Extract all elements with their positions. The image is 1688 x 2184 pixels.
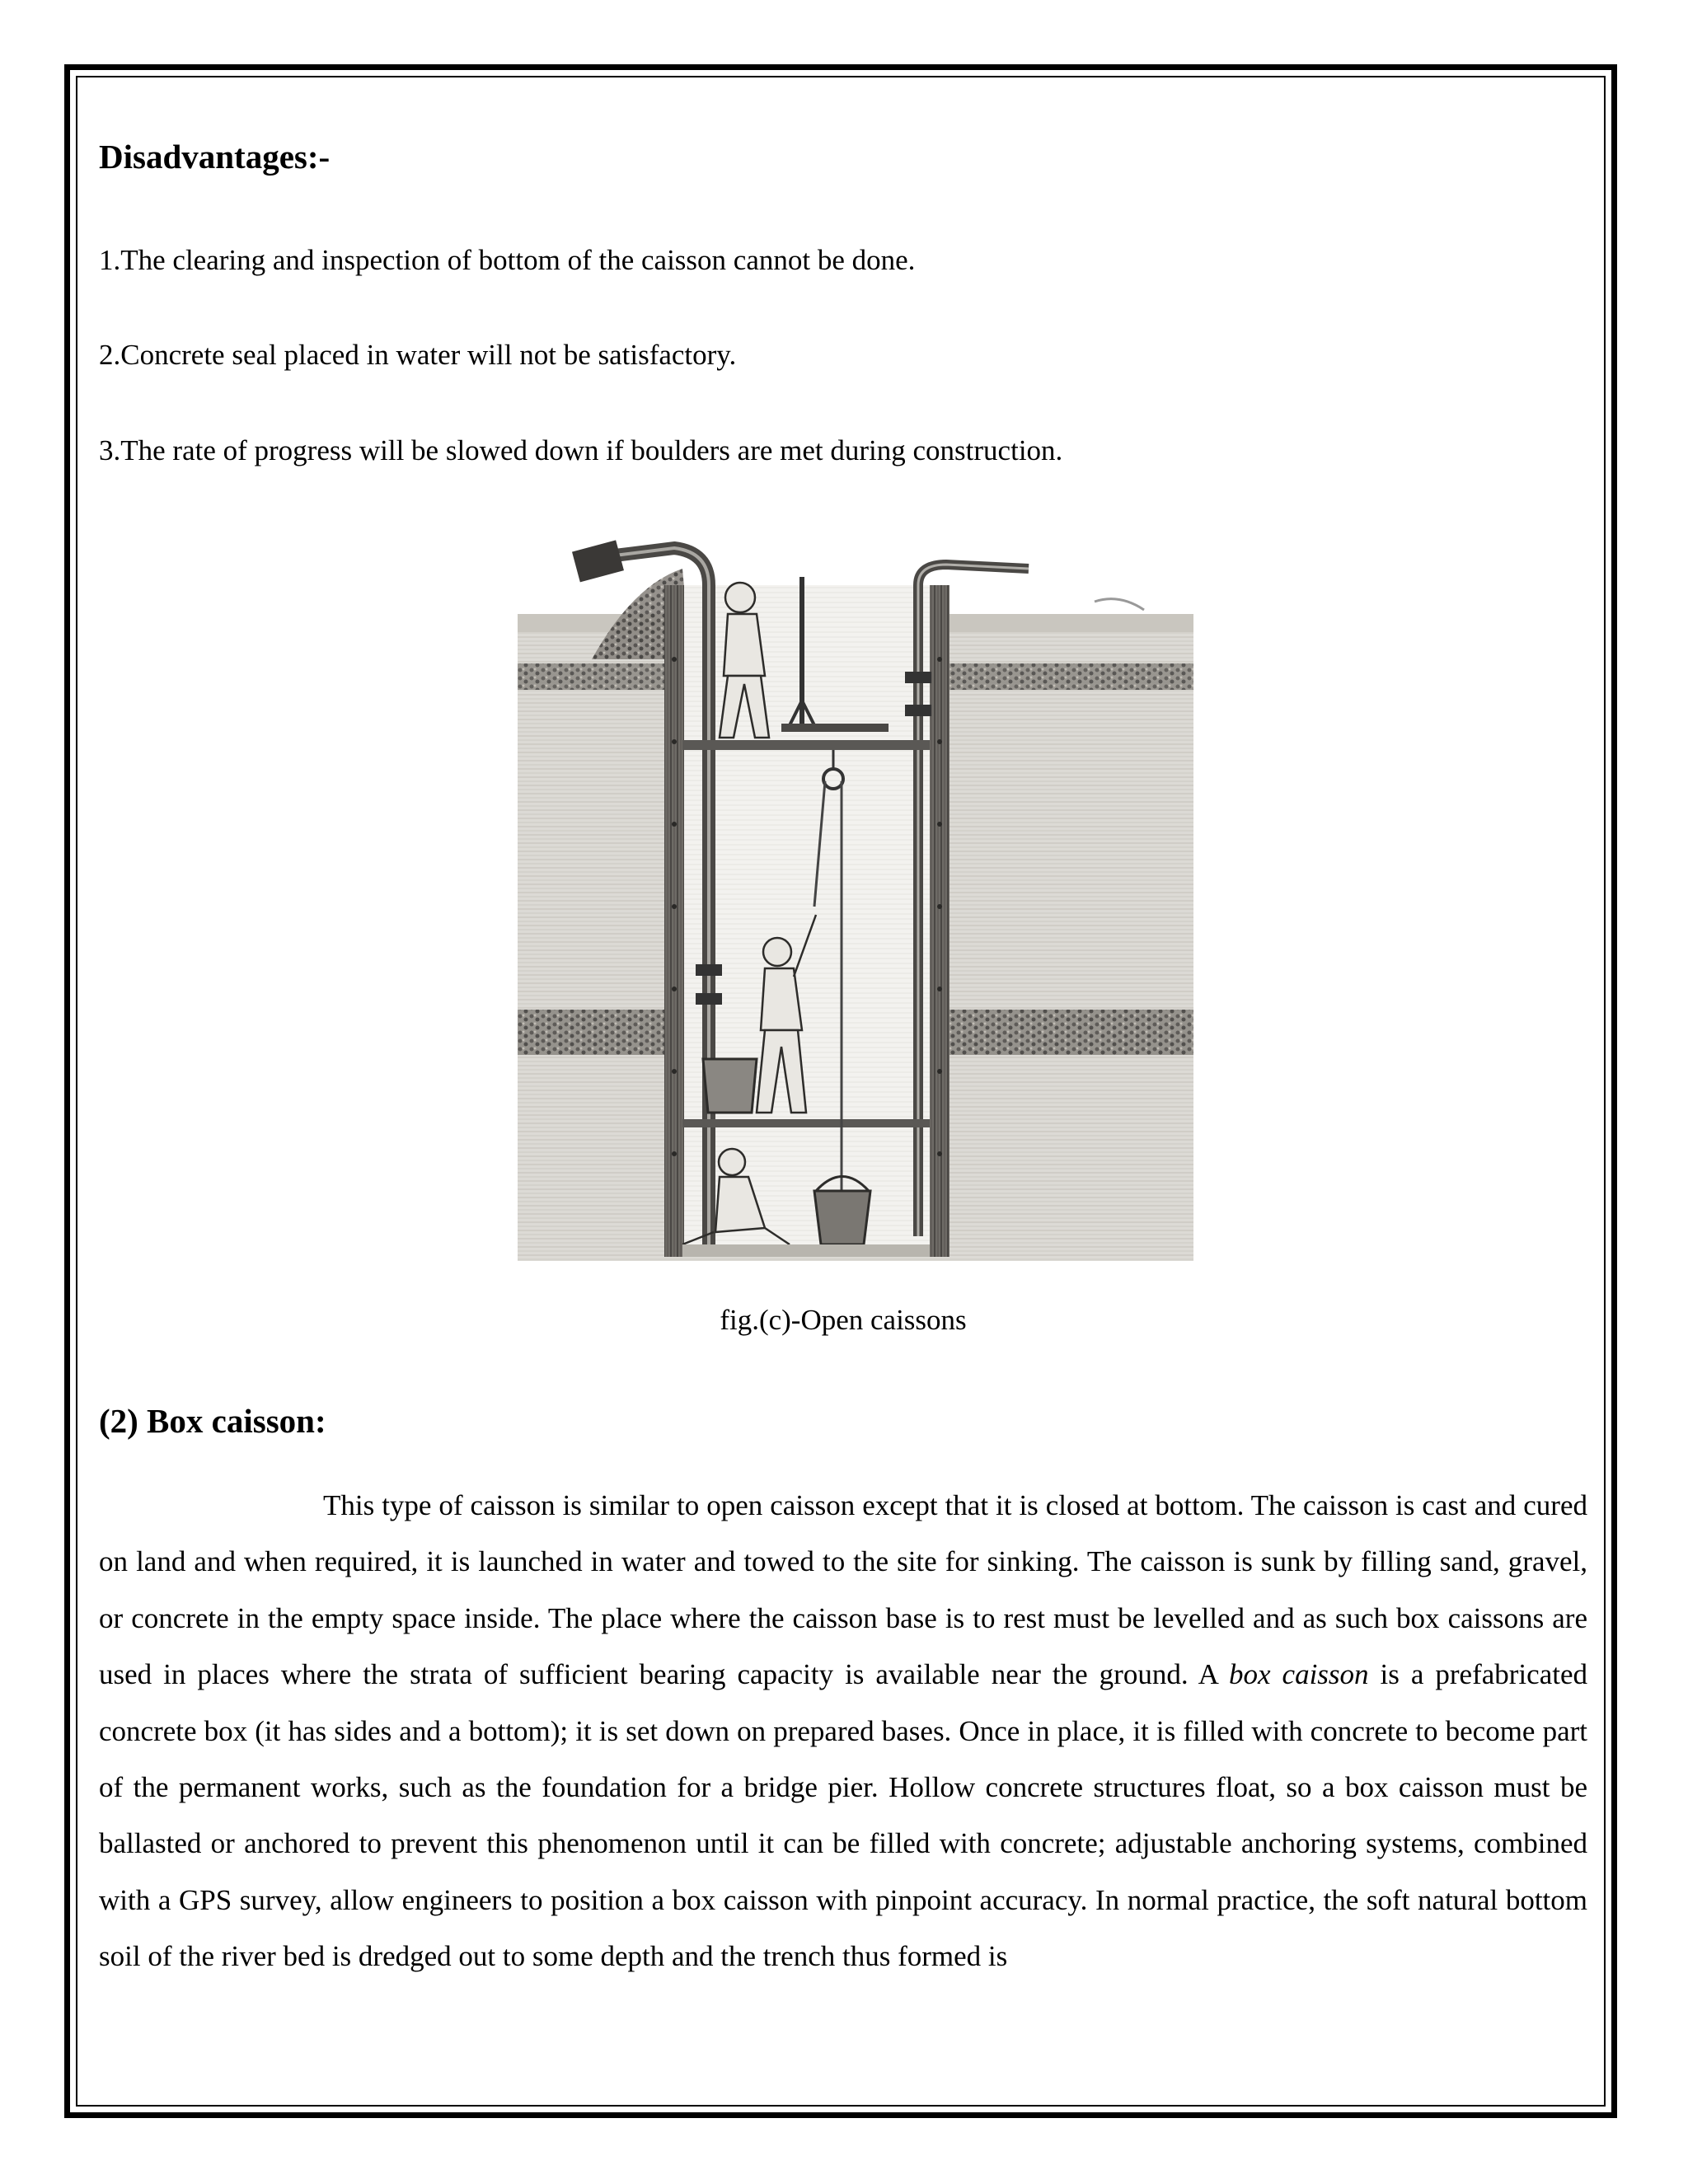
disadvantages-heading: Disadvantages:- [99, 138, 331, 176]
figure-caption: fig.(c)-Open caissons [720, 1304, 967, 1336]
paragraph-italic-term: box caisson [1229, 1658, 1369, 1691]
disadvantage-item-2: 2.Concrete seal placed in water will not be satisfactory. [99, 339, 737, 371]
open-caisson-illustration [518, 536, 1193, 1261]
paragraph-text-part1: This type of caisson is similar to open caisson except that it is closed at bottom. The caisson is cast and cured on land and when required, it is launched in water and towed to the site for sinking. The caisson is sunk by filling sand, gravel, or concrete in the empty space inside. The place where the caisson base is to rest must be levelled and as such box caissons are used in places where the strata of sufficient bearing capacity is available near the ground. A [99, 1489, 1587, 1691]
box-caisson-heading: (2) Box caisson: [99, 1402, 326, 1440]
box-caisson-paragraph [99, 1478, 1587, 1985]
disadvantage-item-1: 1.The clearing and inspection of bottom of the caisson cannot be done. [99, 244, 916, 276]
disadvantage-item-3: 3.The rate of progress will be slowed down if boulders are met during construction. [99, 434, 1063, 466]
paragraph-text-part2: is a prefabricated concrete box (it has sides and a bottom); it is set down on prepared bases. Once in place, it is filled with concrete to become part of the permanent works, such as the foundation for a bridge pier. Hollow concrete structures float, so a box caisson must be ballasted or anchored to prevent this phenomenon until it can be filled with concrete; adjustable anchoring systems, combined with a GPS survey, allow engineers to position a box caisson with pinpoint accuracy. In normal practice, the soft natural bottom soil of the river bed is dredged out to some depth and the trench thus formed is [99, 1658, 1587, 1973]
